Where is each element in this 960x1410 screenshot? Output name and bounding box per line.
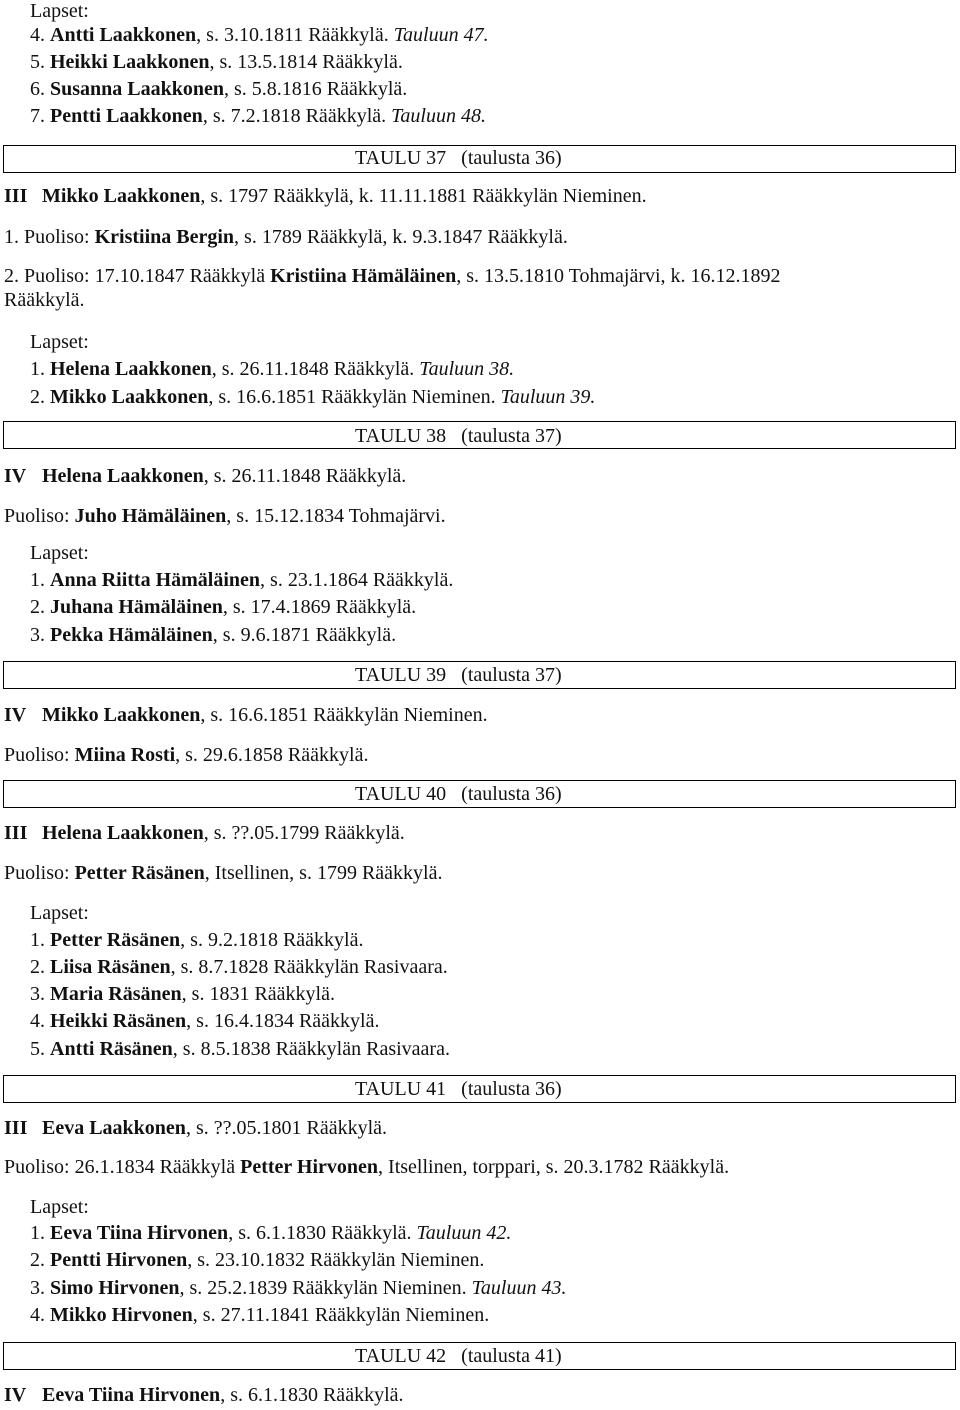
child-entry: 5. Antti Räsänen, s. 8.5.1838 Rääkkylän Rasivaara. [30, 1038, 450, 1060]
child-entry: 3. Pekka Hämäläinen, s. 9.6.1871 Rääkkylä. [30, 624, 397, 646]
child-entry: 2. Liisa Räsänen, s. 8.7.1828 Rääkkylän Rasivaara. [30, 956, 448, 978]
child-entry: 1. Helena Laakkonen, s. 26.11.1848 Rääkkylä. Tauluun 38. [30, 358, 515, 380]
person-line: IV Eeva Tiina Hirvonen, s. 6.1.1830 Rääkkylä. [4, 1384, 404, 1406]
child-entry: 4. Heikki Räsänen, s. 16.4.1834 Rääkkylä. [30, 1010, 380, 1032]
child-entry: 4. Antti Laakkonen, s. 3.10.1811 Rääkkylä. Tauluun 47. [30, 24, 489, 46]
table-title: TAULU 42 (taulusta 41) [355, 1345, 562, 1367]
spouse-line: Puoliso: Petter Räsänen, Itsellinen, s. 1799 Rääkkylä. [4, 862, 443, 884]
person-line: III Helena Laakkonen, s. ??.05.1799 Rääkkylä. [4, 822, 405, 844]
children-label: Lapset: [30, 902, 89, 924]
child-entry: 2. Mikko Laakkonen, s. 16.6.1851 Rääkkylän Nieminen. Tauluun 39. [30, 386, 596, 408]
spouse-line: Puoliso: Juho Hämäläinen, s. 15.12.1834 Tohmajärvi. [4, 505, 446, 527]
child-entry: 4. Mikko Hirvonen, s. 27.11.1841 Rääkkylän Nieminen. [30, 1304, 490, 1326]
child-entry: 6. Susanna Laakkonen, s. 5.8.1816 Rääkkylä. [30, 78, 408, 100]
children-label: Lapset: [30, 0, 89, 22]
child-entry: 1. Petter Räsänen, s. 9.2.1818 Rääkkylä. [30, 929, 364, 951]
table-title: TAULU 40 (taulusta 36) [355, 783, 562, 805]
person-line: III Eeva Laakkonen, s. ??.05.1801 Rääkkylä. [4, 1117, 388, 1139]
table-title: TAULU 37 (taulusta 36) [355, 147, 562, 169]
child-entry: 2. Pentti Hirvonen, s. 23.10.1832 Rääkkylän Nieminen. [30, 1249, 485, 1271]
children-label: Lapset: [30, 1196, 89, 1218]
child-entry: 2. Juhana Hämäläinen, s. 17.4.1869 Rääkkylä. [30, 596, 417, 618]
spouse-line: Puoliso: 26.1.1834 Rääkkylä Petter Hirvonen, Itsellinen, torppari, s. 20.3.1782 Rääkkylä. [4, 1156, 730, 1178]
child-entry: 3. Maria Räsänen, s. 1831 Rääkkylä. [30, 983, 335, 1005]
spouse-line: Puoliso: Miina Rosti, s. 29.6.1858 Rääkkylä. [4, 744, 369, 766]
children-label: Lapset: [30, 331, 89, 353]
spouse-line: 2. Puoliso: 17.10.1847 Rääkkylä Kristiina Hämäläinen, s. 13.5.1810 Tohmajärvi, k. 16.12.1892 [4, 265, 781, 287]
child-entry: 3. Simo Hirvonen, s. 25.2.1839 Rääkkylän Nieminen. Tauluun 43. [30, 1277, 567, 1299]
person-line: IV Mikko Laakkonen, s. 16.6.1851 Rääkkylän Nieminen. [4, 704, 488, 726]
child-entry: 1. Eeva Tiina Hirvonen, s. 6.1.1830 Rääkkylä. Tauluun 42. [30, 1222, 512, 1244]
child-entry: 1. Anna Riitta Hämäläinen, s. 23.1.1864 Rääkkylä. [30, 569, 454, 591]
table-title: TAULU 38 (taulusta 37) [355, 425, 562, 447]
child-entry: 5. Heikki Laakkonen, s. 13.5.1814 Rääkkylä. [30, 51, 403, 73]
spouse-line-continued: Rääkkylä. [4, 289, 85, 311]
person-line: III Mikko Laakkonen, s. 1797 Rääkkylä, k. 11.11.1881 Rääkkylän Nieminen. [4, 185, 647, 207]
table-title: TAULU 39 (taulusta 37) [355, 664, 562, 686]
spouse-line: 1. Puoliso: Kristiina Bergin, s. 1789 Rääkkylä, k. 9.3.1847 Rääkkylä. [4, 226, 568, 248]
table-title: TAULU 41 (taulusta 36) [355, 1078, 562, 1100]
person-line: IV Helena Laakkonen, s. 26.11.1848 Rääkkylä. [4, 465, 407, 487]
child-entry: 7. Pentti Laakkonen, s. 7.2.1818 Rääkkylä. Tauluun 48. [30, 105, 486, 127]
children-label: Lapset: [30, 542, 89, 564]
